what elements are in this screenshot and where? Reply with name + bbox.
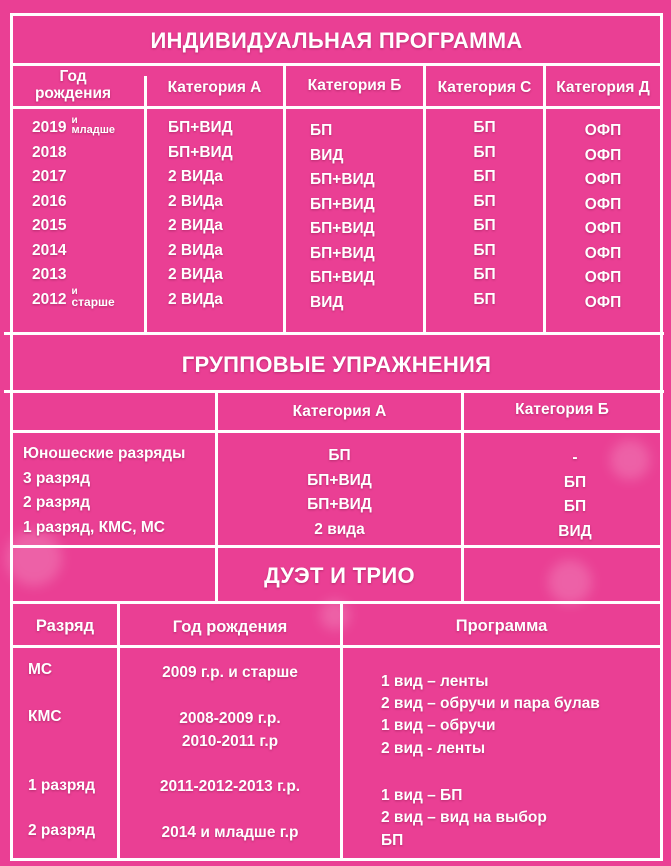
category-d-value: ОФП xyxy=(584,146,622,164)
category-d-value: ОФП xyxy=(584,171,622,188)
group-rank: 3 разряд xyxy=(23,469,91,487)
group-category-b-value: - xyxy=(572,449,578,466)
birth-year-row: 2013 xyxy=(32,266,67,283)
group-category-b-value: ВИД xyxy=(558,522,592,540)
category-a-value: 2 ВИДа xyxy=(168,241,223,259)
category-b-value: ВИД xyxy=(310,146,344,164)
divider xyxy=(340,601,343,861)
category-d-list xyxy=(546,119,660,315)
duet-birth-year: 2008-2009 г.р. xyxy=(179,710,281,727)
birth-year-row: 2017 xyxy=(32,168,67,185)
duet-program-line: 1 вид – ленты xyxy=(381,673,489,690)
category-b-value: БП+ВИД xyxy=(310,220,375,237)
duet-program-line: 1 вид – БП xyxy=(381,787,463,804)
category-b-value: ВИД xyxy=(310,293,344,311)
birth-year-row: 2015 xyxy=(32,217,67,234)
col-header-birth-year: Год рождения xyxy=(172,618,288,636)
duet-program-line: БП xyxy=(381,832,404,849)
year-note-top: и xyxy=(71,114,78,126)
section-title-group: ГРУППОВЫЕ УПРАЖНЕНИЯ xyxy=(181,352,492,377)
duet-rank: 1 разряд xyxy=(28,777,96,794)
birth-year-row: 2019 и младше xyxy=(32,114,115,136)
birth-year-row: 2018 xyxy=(32,143,67,161)
duet-program-line: 2 вид – обручи и пара булав xyxy=(381,695,600,712)
duet-birth-year: 2011-2012-2013 г.р. xyxy=(159,778,301,795)
duet-program-line: 2 вид - ленты xyxy=(381,740,486,757)
birth-year-row: 2012 и старше xyxy=(32,285,115,309)
col-header-category-b: Категория Б xyxy=(307,77,402,94)
category-b-value: БП+ВИД xyxy=(310,244,375,262)
divider xyxy=(10,645,663,648)
duet-program-line: 2 вид – вид на выбор xyxy=(381,809,547,826)
col-header-category-a: Категория А xyxy=(292,403,387,420)
category-b-value: БП+ВИД xyxy=(310,269,375,286)
category-c-value: БП xyxy=(473,168,496,185)
divider xyxy=(4,390,664,393)
category-d-value: ОФП xyxy=(584,122,622,139)
category-c-value: БП xyxy=(473,266,496,283)
section-title-duet-trio: ДУЭТ И ТРИО xyxy=(264,563,415,588)
group-category-a-value: БП xyxy=(328,447,351,464)
col-header-category-c: Категория С xyxy=(437,79,532,96)
col-header-rank: Разряд xyxy=(35,617,95,635)
group-category-a-value: БП+ВИД xyxy=(307,471,372,489)
category-b-value: БП+ВИД xyxy=(310,195,375,213)
frame-top xyxy=(10,13,663,16)
col-header-category-d: Категория Д xyxy=(556,79,650,96)
category-a-value: БП+ВИД xyxy=(168,119,233,136)
category-d-value: ОФП xyxy=(584,293,622,311)
divider xyxy=(144,76,147,334)
group-category-a-list xyxy=(218,444,461,542)
birth-year-list xyxy=(32,116,115,312)
category-d-value: ОФП xyxy=(584,244,622,262)
category-c-list xyxy=(426,116,543,312)
col-header-program: Программа xyxy=(455,617,548,635)
category-d-value: ОФП xyxy=(584,220,622,237)
category-c-value: БП xyxy=(473,192,496,210)
duet-birth-year: 2014 и младше г.р xyxy=(161,824,299,841)
divider xyxy=(4,332,664,335)
divider xyxy=(10,63,663,66)
category-b-value: БП xyxy=(310,122,333,139)
group-category-a-value: БП+ВИД xyxy=(307,496,372,513)
group-category-b-value: БП xyxy=(563,498,587,515)
duet-rank: 2 разряд xyxy=(28,822,96,839)
divider xyxy=(10,106,663,109)
category-b-value: БП+ВИД xyxy=(310,171,375,188)
category-d-value: ОФП xyxy=(584,269,622,286)
group-rank: Юношеские разряды xyxy=(23,445,186,462)
section-title-individual: ИНДИВИДУАЛЬНАЯ ПРОГРАММА xyxy=(150,28,523,53)
year-note-top: и xyxy=(71,285,78,297)
divider xyxy=(10,430,663,433)
duet-rank: КМС xyxy=(28,708,62,725)
category-a-value: 2 ВИДа xyxy=(168,217,223,234)
group-rank: 2 разряд xyxy=(23,494,91,511)
category-a-value: 2 ВИДа xyxy=(168,168,223,185)
col-header-birth-year: Год рождения xyxy=(34,68,112,102)
birth-year-row: 2016 xyxy=(32,192,67,210)
duet-birth-year: 2009 г.р. и старше xyxy=(162,664,298,681)
category-a-value: БП+ВИД xyxy=(168,143,233,161)
col-header-category-a: Категория А xyxy=(167,79,262,96)
year-note-bottom: старше xyxy=(71,294,115,309)
birth-year-row: 2014 xyxy=(32,241,67,259)
divider xyxy=(10,545,663,548)
divider xyxy=(283,63,286,334)
group-category-b-list xyxy=(464,446,671,544)
category-c-value: БП xyxy=(473,217,496,234)
category-c-value: БП xyxy=(473,143,496,161)
divider xyxy=(10,601,663,604)
category-a-value: 2 ВИДа xyxy=(168,266,223,283)
category-c-value: БП xyxy=(473,290,496,308)
category-d-value: ОФП xyxy=(584,195,622,213)
duet-program-line: 1 вид – обручи xyxy=(381,717,496,734)
year-note-bottom: младше xyxy=(71,123,115,136)
divider xyxy=(117,601,120,861)
frame-bottom xyxy=(10,858,663,861)
bokeh-decoration xyxy=(548,560,592,604)
group-rank-list xyxy=(23,442,185,540)
category-a-value: 2 ВИДа xyxy=(168,290,223,308)
category-c-value: БП xyxy=(473,241,496,259)
frame-left xyxy=(10,13,13,861)
duet-rank: МС xyxy=(28,661,53,678)
frame-right xyxy=(660,13,663,861)
group-rank: 1 разряд, КМС, МС xyxy=(23,518,165,536)
category-c-value: БП xyxy=(473,119,496,136)
col-header-category-b: Категория Б xyxy=(515,401,609,418)
category-a-value: 2 ВИДа xyxy=(168,192,223,210)
category-a-list xyxy=(168,116,233,312)
group-category-b-value: БП xyxy=(563,473,587,491)
category-b-list xyxy=(310,119,375,315)
duet-birth-year: 2010-2011 г.р xyxy=(181,733,279,750)
group-category-a-value: 2 вида xyxy=(314,520,365,538)
